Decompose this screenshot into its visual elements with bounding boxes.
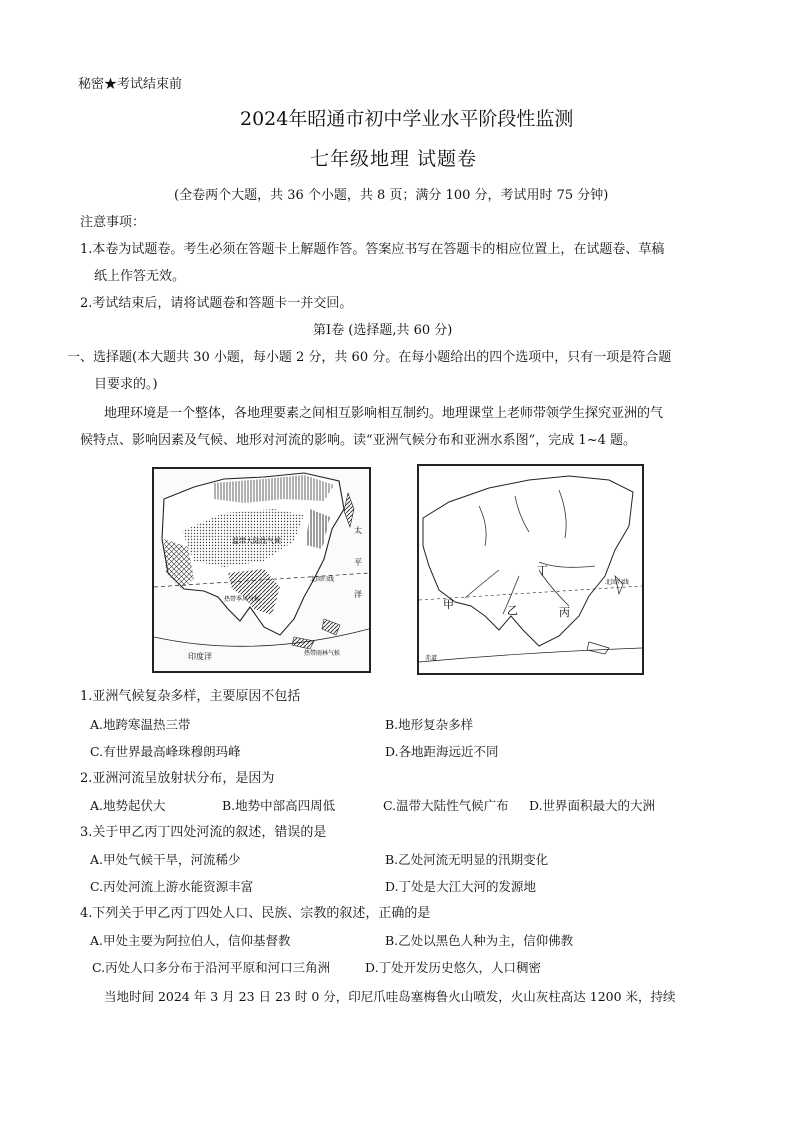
question-4-option-a: A.甲处主要为阿拉伯人，信仰基督教 xyxy=(90,933,291,948)
label-rainforest: 热带雨林气候 xyxy=(304,650,341,657)
label-pacific-2: 平 xyxy=(354,558,362,567)
question-3-option-b: B.乙处河流无明显的汛期变化 xyxy=(385,852,549,867)
label-indian-ocean: 印度洋 xyxy=(188,652,212,661)
asia-river-map xyxy=(417,464,644,675)
exam-info: (全卷两个大题，共 36 个小题，共 8 页；满分 100 分，考试用时 75 分钟) xyxy=(174,188,609,203)
question-4-option-c: C.丙处人口多分布于沿河平原和河口三角洲 xyxy=(92,960,331,975)
section-heading-cont: 目要求的。) xyxy=(94,377,158,392)
question-3-option-a: A.甲处气候干旱，河流稀少 xyxy=(90,852,241,867)
question-4-stem: 4.下列关于甲乙丙丁四处人口、民族、宗教的叙述，正确的是 xyxy=(80,906,431,921)
intro-text-cont: 候特点、影响因素及气候、地形对河流的影响。读“亚洲气候分布和亚洲水系图”，完成 1~4 题。 xyxy=(80,433,636,448)
label-bing: 丙 xyxy=(559,606,570,619)
label-tropic-left: 北回归线 xyxy=(310,576,335,583)
notes-item-1: 1.本卷为试题卷。考生必须在答题卡上解题作答。答案应书写在答题卡的相应位置上，在试题卷、草稿 xyxy=(80,242,665,257)
label-pacific-3: 洋 xyxy=(354,590,362,599)
section-heading: 一、选择题(本大题共 30 小题，每小题 2 分，共 60 分。在每小题给出的四个选项中，只有一项是符合题 xyxy=(67,350,672,365)
question-1-option-b: B.地形复杂多样 xyxy=(385,717,474,732)
notes-item-2: 2.考试结束后，请将试题卷和答题卡一并交回。 xyxy=(80,296,353,311)
label-ding: 丁 xyxy=(537,564,548,577)
notes-item-1-cont: 纸上作答无效。 xyxy=(94,269,186,284)
intro-text: 地理环境是一个整体，各地理要素之间相互影响相互制约。地理课堂上老师带领学生探究亚洲的气 xyxy=(104,406,664,421)
label-yi: 乙 xyxy=(507,604,518,617)
label-pacific-1: 太 xyxy=(354,526,362,535)
question-1-stem: 1.亚洲气候复杂多样，主要原因不包括 xyxy=(80,689,301,704)
question-4-option-b: B.乙处以黑色人种为主，信仰佛教 xyxy=(385,933,574,948)
asia-climate-map xyxy=(152,467,371,673)
question-3-option-c: C.丙处河流上游水能资源丰富 xyxy=(90,879,254,894)
label-equator: 赤道 xyxy=(425,655,438,662)
question-4-option-d: D.丁处开发历史悠久，人口稠密 xyxy=(365,960,542,975)
question-2-option-d: D.世界面积最大的大洲 xyxy=(529,798,656,813)
label-temperate-continental: 温带大陆性气候 xyxy=(232,537,281,545)
next-passage: 当地时间 2024 年 3 月 23 日 23 时 0 分，印尼爪哇岛塞梅鲁火山喷发，火山灰柱高达 1200 米，持续 xyxy=(104,989,676,1004)
label-tropic-right: 北回归线 xyxy=(605,579,630,586)
page-title: 2024年昭通市初中学业水平阶段性监测 xyxy=(240,108,574,130)
part-title: 第Ⅰ卷 (选择题,共 60 分) xyxy=(313,323,453,338)
question-2-option-a: A.地势起伏大 xyxy=(90,798,166,813)
page-subtitle: 七年级地理 试题卷 xyxy=(310,148,478,170)
label-monsoon: 热带季风气候 xyxy=(224,596,261,603)
label-jia: 甲 xyxy=(443,598,454,611)
secret-label: 秘密★考试结束前 xyxy=(78,77,183,92)
question-2-option-b: B.地势中部高四周低 xyxy=(222,798,336,813)
question-1-option-d: D.各地距海远近不同 xyxy=(385,744,499,759)
question-3-option-d: D.丁处是大江大河的发源地 xyxy=(385,879,537,894)
question-1-option-c: C.有世界最高峰珠穆朗玛峰 xyxy=(90,744,241,759)
question-2-stem: 2.亚洲河流呈放射状分布，是因为 xyxy=(80,771,275,786)
question-3-stem: 3.关于甲乙丙丁四处河流的叙述，错误的是 xyxy=(80,825,327,840)
question-2-option-c: C.温带大陆性气候广布 xyxy=(383,798,509,813)
question-1-option-a: A.地跨寒温热三带 xyxy=(90,717,191,732)
notes-heading: 注意事项： xyxy=(80,215,146,230)
